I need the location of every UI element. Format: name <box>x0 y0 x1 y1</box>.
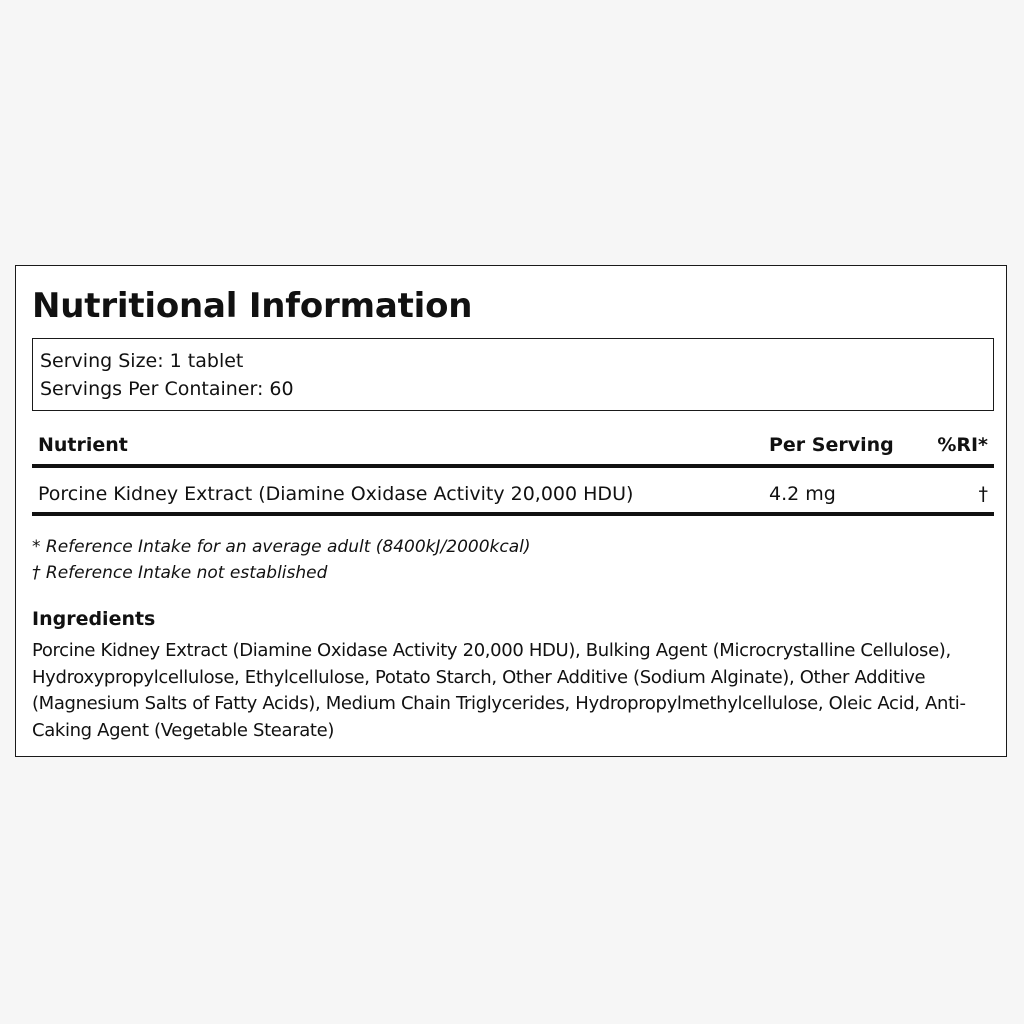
footnotes <box>32 534 531 586</box>
serving-size: Serving Size: 1 tablet <box>40 350 244 372</box>
nutrient-table <box>32 426 994 516</box>
table-header-row <box>32 426 994 464</box>
servings-per-container: Servings Per Container: 60 <box>40 378 294 400</box>
column-header-per-serving: Per Serving <box>769 434 894 456</box>
column-header-ri: %RI* <box>937 434 988 456</box>
ingredients-line: (Magnesium Salts of Fatty Acids), Medium Chain Triglycerides, Hydropropylmethylcellulose, Oleic Acid, Anti- <box>32 693 966 714</box>
serving-info-box <box>32 338 994 411</box>
nutrient-per-serving: 4.2 mg <box>769 483 836 505</box>
nutrition-panel <box>15 265 1007 757</box>
nutrient-ri: † <box>978 483 988 505</box>
ingredients-text <box>32 638 966 744</box>
ingredients-line: Caking Agent (Vegetable Stearate) <box>32 719 335 741</box>
ingredients-line: Porcine Kidney Extract (Diamine Oxidase Activity 20,000 HDU), Bulking Agent (Microcrystalline Cellulose), <box>32 640 951 661</box>
page-title: Nutritional Information <box>32 286 473 326</box>
column-header-nutrient: Nutrient <box>38 434 128 456</box>
nutrient-name: Porcine Kidney Extract (Diamine Oxidase Activity 20,000 HDU) <box>38 483 634 505</box>
ingredients-heading: Ingredients <box>32 608 156 630</box>
footnote-not-established: † Reference Intake not established <box>32 563 328 583</box>
table-row <box>32 468 994 512</box>
footnote-reference-intake: * Reference Intake for an average adult (8400kJ/2000kcal) <box>32 537 531 557</box>
ingredients-line: Hydroxypropylcellulose, Ethylcellulose, Potato Starch, Other Additive (Sodium Alginate), Other Additive <box>32 666 926 688</box>
